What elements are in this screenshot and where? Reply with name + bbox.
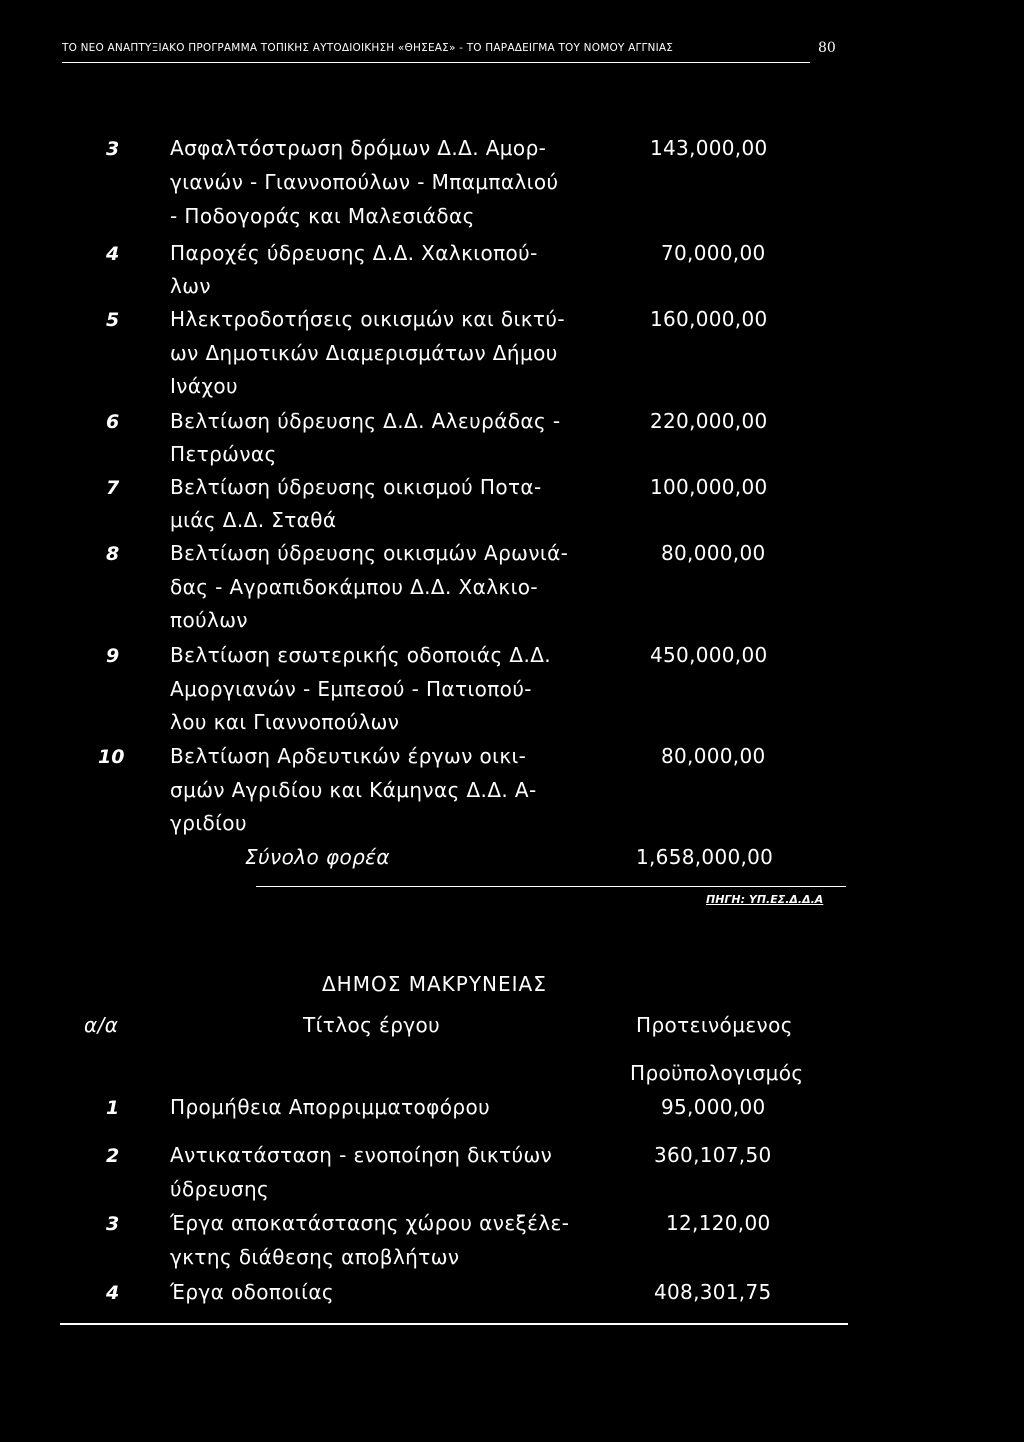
row-title-line: - Ποδογοράς και Μαλεσιάδας	[170, 204, 475, 228]
row-title-line: ύδρευσης	[170, 1177, 270, 1201]
row-title-line: λων	[170, 274, 211, 298]
row-amount: 80,000,00	[661, 541, 766, 565]
table2-title: ΔΗΜΟΣ ΜΑΚΡΥΝΕΙΑΣ	[322, 972, 547, 996]
table1-bottom-rule	[256, 886, 846, 887]
row-title-line: γιανών - Γιαννοπούλων - Μπαμπαλιού	[170, 170, 559, 194]
row-title-line: ων Δημοτικών Διαμερισμάτων Δήμου	[170, 341, 558, 365]
row-title-line: μιάς Δ.Δ. Σταθά	[170, 508, 337, 532]
row-title-line: Έργα αποκατάστασης χώρου ανεξέλε-	[170, 1211, 570, 1235]
row-title-line: σμών Αγριδίου και Κάμηνας Δ.Δ. Α-	[170, 778, 537, 802]
row-amount: 100,000,00	[650, 475, 768, 499]
row-title-line: Προμήθεια Απορριμματοφόρου	[170, 1095, 491, 1119]
row-title-line: Αντικατάσταση - ενοποίηση δικτύων	[170, 1143, 553, 1167]
total-amount: 1,658,000,00	[636, 845, 774, 869]
row-number: 8	[106, 543, 120, 565]
row-title-line: Αμοργιανών - Εμπεσού - Πατιοπού-	[170, 677, 532, 701]
row-amount: 70,000,00	[661, 241, 766, 265]
header-rule	[62, 62, 810, 63]
row-amount: 143,000,00	[650, 136, 768, 160]
row-amount: 450,000,00	[650, 643, 768, 667]
total-label: Σύνολο φορέα	[245, 845, 390, 869]
row-title-line: Βελτίωση ύδρευσης οικισμών Αρωνιά-	[170, 541, 569, 565]
row-amount: 360,107,50	[654, 1143, 772, 1167]
col-header-title: Τίτλος έργου	[303, 1013, 441, 1037]
row-number: 4	[106, 243, 120, 265]
row-title-line: Πετρώνας	[170, 442, 277, 466]
table2-bottom-rule	[60, 1323, 848, 1325]
row-number: 10	[98, 746, 125, 768]
page-number: 80	[818, 40, 836, 56]
row-amount: 408,301,75	[654, 1280, 772, 1304]
row-amount: 160,000,00	[650, 307, 768, 331]
row-title-line: Βελτίωση ύδρευσης οικισμού Ποτα-	[170, 475, 542, 499]
row-title-line: Ηλεκτροδοτήσεις οικισμών και δικτύ-	[170, 307, 565, 331]
row-number: 1	[106, 1097, 120, 1119]
row-amount: 95,000,00	[661, 1095, 766, 1119]
row-title-line: γκτης διάθεσης αποβλήτων	[170, 1245, 460, 1269]
row-number: 3	[106, 138, 120, 160]
row-amount: 80,000,00	[661, 744, 766, 768]
row-number: 5	[106, 309, 120, 331]
row-number: 2	[106, 1145, 120, 1167]
row-number: 4	[106, 1282, 120, 1304]
row-amount: 12,120,00	[666, 1211, 771, 1235]
col-header-number: α/α	[84, 1013, 119, 1037]
row-title-line: Έργα οδοποιίας	[170, 1280, 335, 1304]
row-number: 9	[106, 645, 120, 667]
source-note: ΠΗΓΗ: ΥΠ.ΕΣ.Δ.Δ.Α	[706, 893, 824, 906]
row-title-line: γριδίου	[170, 811, 247, 835]
row-title-line: Βελτίωση Αρδευτικών έργων οικι-	[170, 744, 527, 768]
row-title-line: Βελτίωση εσωτερικής οδοποιάς Δ.Δ.	[170, 643, 552, 667]
row-title-line: Παροχές ύδρευσης Δ.Δ. Χαλκιοπού-	[170, 241, 538, 265]
row-title-line: Βελτίωση ύδρευσης Δ.Δ. Αλευράδας -	[170, 409, 561, 433]
row-number: 3	[106, 1213, 120, 1235]
row-number: 6	[106, 411, 120, 433]
row-title-line: Ινάχου	[170, 374, 239, 398]
row-title-line: λου και Γιαννοπούλων	[170, 710, 400, 734]
col-header-budget: Προτεινόμενος	[636, 1013, 793, 1037]
row-title-line: πούλων	[170, 608, 249, 632]
row-title-line: Ασφαλτόστρωση δρόμων Δ.Δ. Αμορ-	[170, 136, 547, 160]
running-header: ΤΟ ΝΕΟ ΑΝΑΠΤΥΞΙΑΚΟ ΠΡΟΓΡΑΜΜΑ ΤΟΠΙΚΗΣ ΑΥΤΟΔΙΟΙΚΗΣΗ «ΘΗΣΕΑΣ» - ΤΟ ΠΑΡΑΔΕΙΓΜΑ ΤΟΥ ΝΟΜΟΥ ΑΓΓΝΙΑΣ	[62, 42, 674, 54]
col-header-budget: Προϋπολογισμός	[630, 1061, 804, 1085]
row-title-line: δας - Αγραπιδοκάμπου Δ.Δ. Χαλκιο-	[170, 575, 539, 599]
row-amount: 220,000,00	[650, 409, 768, 433]
row-number: 7	[106, 477, 120, 499]
